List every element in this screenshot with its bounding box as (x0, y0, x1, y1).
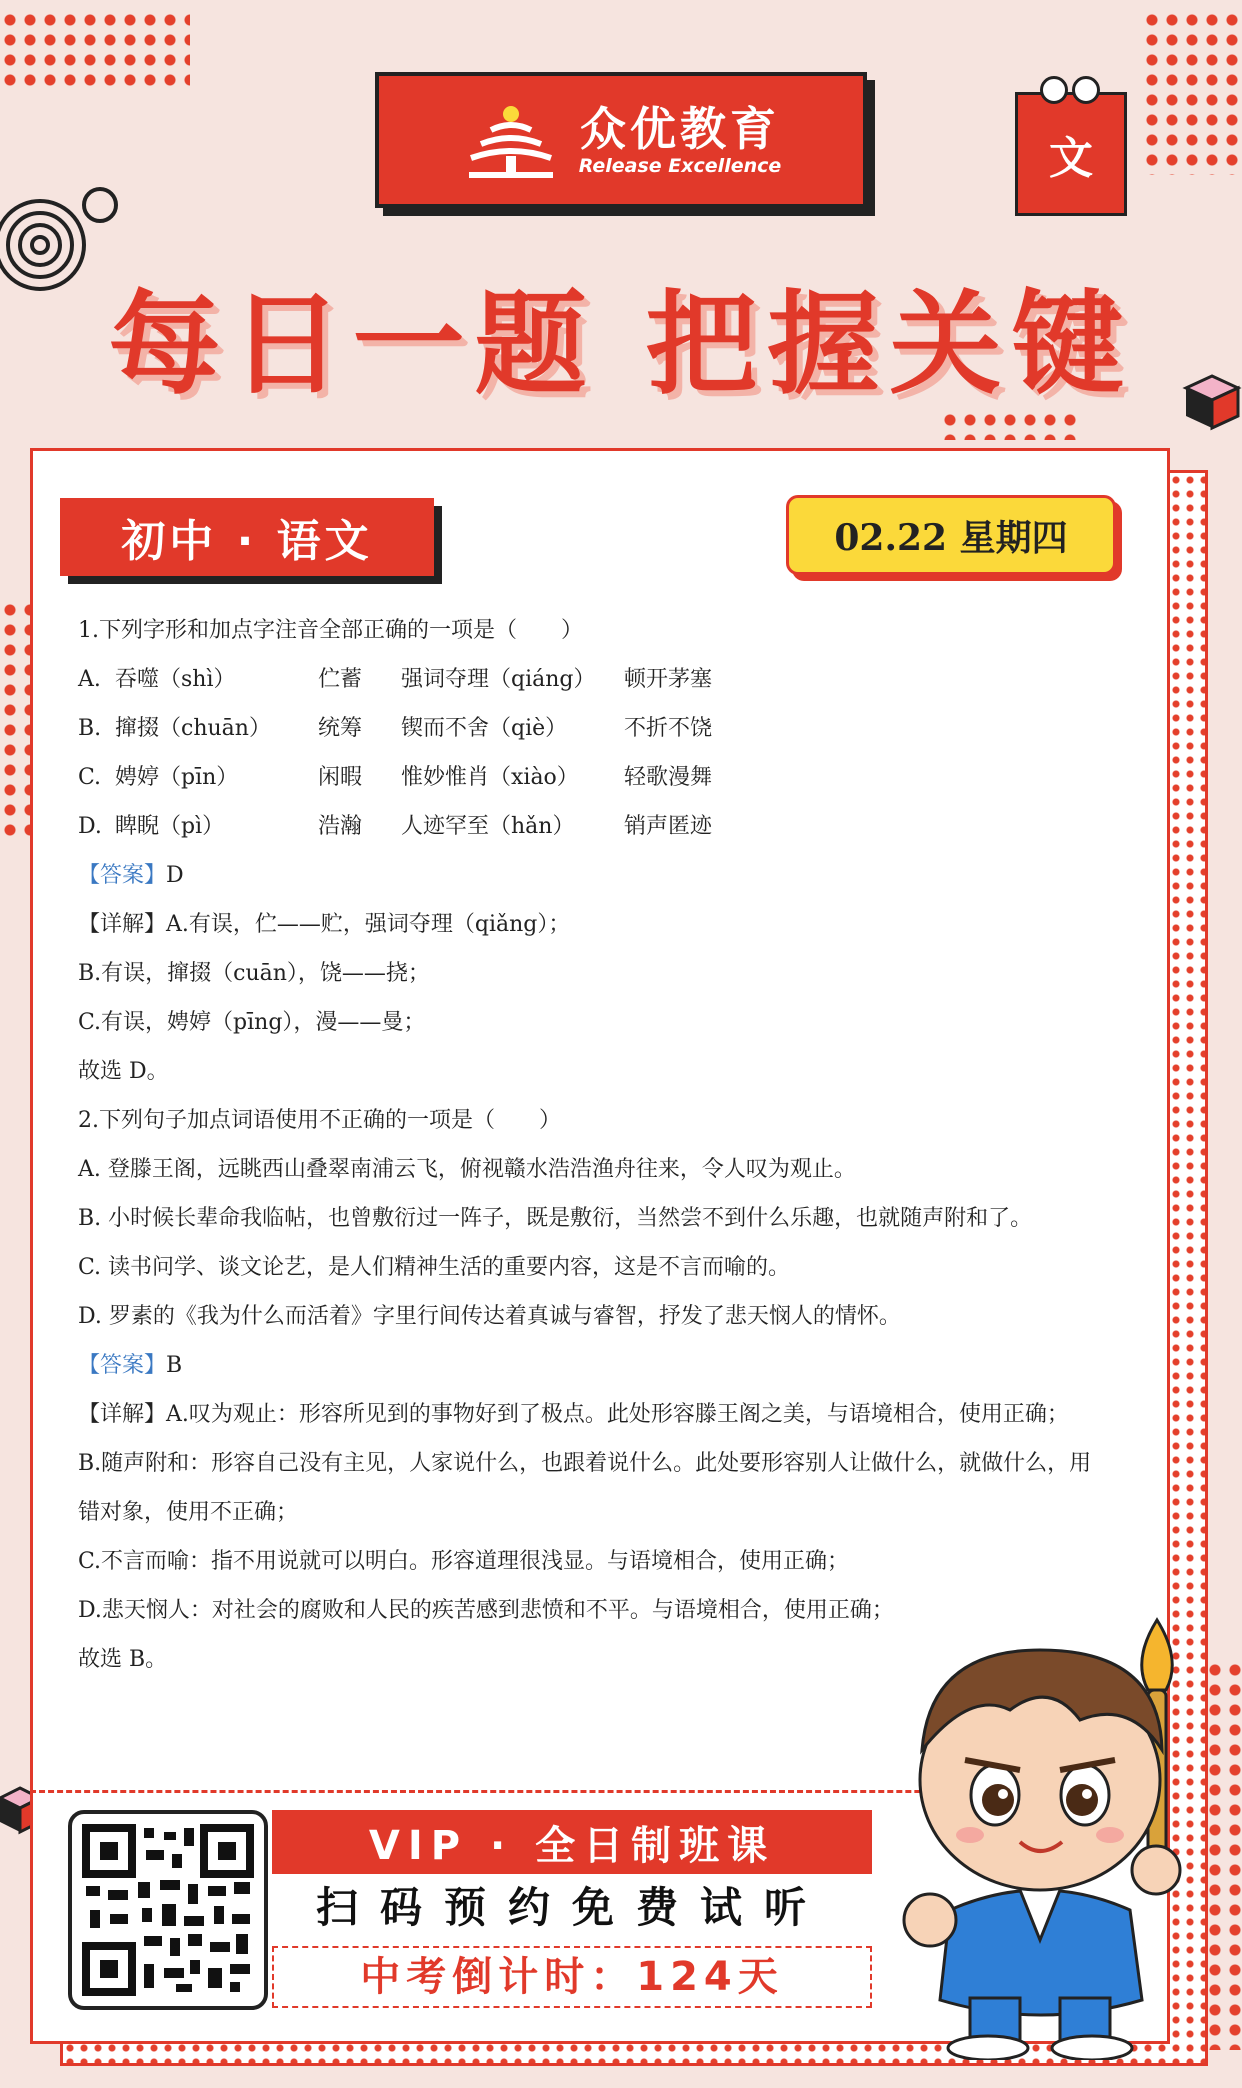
q2-stem: 2.下列句子加点词语使用不正确的一项是（ ） (78, 1108, 561, 1133)
brand-tagline: Release Excellence (578, 155, 782, 177)
q2-explain-4: C.不言而喻：指不用说就可以明白。形容道理很浅显。与语境相合，使用正确； (78, 1549, 850, 1574)
dot-pattern-top-left (0, 10, 190, 90)
q1-explain-1: 【详解】A.有误，伫——贮，强词夺理（qiǎng）； (78, 912, 571, 937)
brand-logo (375, 72, 867, 208)
q2-option-b: B. 小时候长辈命我临帖，也曾敷衍过一阵子，既是敷衍，当然尝不到什么乐趣，也就随声附和了。 (78, 1206, 1033, 1231)
exam-countdown: 中考倒计时：124天 (272, 1946, 872, 2008)
vip-course-banner[interactable]: VIP · 全日制班课 (272, 1810, 872, 1874)
q1-answer (78, 851, 1118, 900)
question-content (78, 606, 1118, 1684)
dot-pattern-bottom-right (1205, 1660, 1242, 2050)
subject-label: 初中 · 语文 (60, 498, 434, 576)
q2-answer-value: B (166, 1353, 183, 1378)
q1-answer-value: D (166, 863, 184, 888)
qr-code[interactable] (68, 1810, 268, 2010)
q2-conclusion: 故选 B。 (78, 1647, 168, 1672)
student-mascot-icon (870, 1580, 1210, 2060)
scan-to-book-text: 扫码预约免费试听 (315, 1883, 828, 1932)
q1-option-c: C. 娉婷（pīn） 闲暇 惟妙惟肖（xiào） 轻歌漫舞 (78, 765, 713, 790)
brand-name: 众优教育 (579, 102, 780, 156)
subject-badge: 文 (1049, 133, 1093, 184)
q2-answer (78, 1341, 1118, 1390)
q1-conclusion: 故选 D。 (78, 1059, 169, 1084)
dot-pattern-left (0, 600, 30, 840)
qr-code-icon (76, 1818, 260, 2002)
q2-explain-1: 【详解】A.叹为观止：形容所见到的事物好到了极点。此处形容滕王阁之美，与语境相合，使用正确； (78, 1402, 1069, 1427)
date-badge: 02.22 星期四 (786, 495, 1116, 575)
answer-label: 【答案】 (78, 863, 167, 888)
q2-explain-2: B.随声附和：形容自己没有主见，人家说什么，也跟着说什么。此处要形容别人让做什么，就做什么，用 (78, 1451, 1092, 1476)
answer-label: 【答案】 (78, 1353, 167, 1378)
q2-explain-3: 错对象，使用不正确； (78, 1500, 299, 1525)
q1-stem: 1.下列字形和加点字注音全部正确的一项是（ ） (78, 618, 583, 643)
explain-label: 【详解】 (78, 912, 167, 937)
q2-option-c: C. 读书问学、谈文论艺，是人们精神生活的重要内容，这是不言而喻的。 (78, 1255, 791, 1280)
q2-option-d: D. 罗素的《我为什么而活着》字里行间传达着真诚与睿智，抒发了悲天悯人的情怀。 (78, 1304, 901, 1329)
q1-option-b: B. 撺掇（chuān） 统筹 锲而不舍（qiè） 不折不饶 (78, 716, 713, 741)
explain-label: 【详解】 (78, 1402, 167, 1427)
q2-option-a: A. 登滕王阁，远眺西山叠翠南浦云飞，俯视赣水浩浩渔舟往来，令人叹为观止。 (78, 1157, 856, 1182)
book-eye-right (1072, 76, 1100, 104)
book-eye-left (1040, 76, 1068, 104)
page-slogan: 每日一题 把握关键 (108, 280, 1134, 410)
q1-option-d: D. 睥睨（pì） 浩瀚 人迹罕至（hǎn） 销声匿迹 (78, 814, 713, 839)
q1-explain-2: B.有误，撺掇（cuān），饶——挠； (78, 961, 430, 986)
q1-explain-3: C.有误，娉婷（pīng），漫——曼； (78, 1010, 426, 1035)
subject-book-icon (1015, 92, 1127, 216)
brand-logo-icon (461, 100, 561, 180)
q2-explain-5: D.悲天悯人：对社会的腐败和人民的疾苦感到悲愤和不平。与语境相合，使用正确； (78, 1598, 894, 1623)
q1-option-a: A. 吞噬（shì） 伫蓄 强词夺理（qiáng） 顿开茅塞 (78, 667, 713, 692)
dot-pattern-top-right (1142, 10, 1242, 175)
